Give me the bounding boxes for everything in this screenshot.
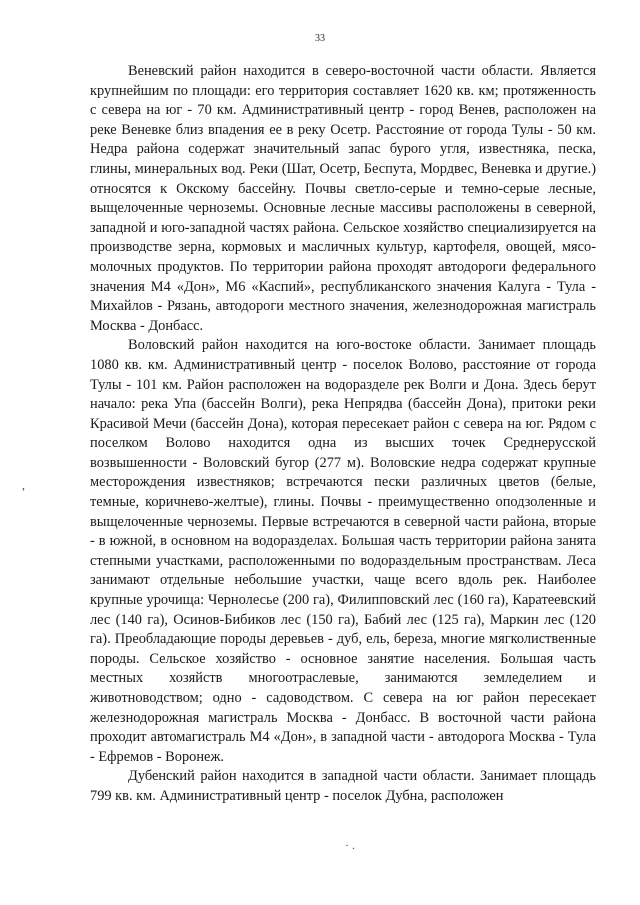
paragraph-volovo-district: Воловский район находится на юго-востоке области. Занимает площадь 1080 кв. км. Административный центр - поселок Волово, расстояние от города Тулы - 101 км. Район расположен на водоразделе рек Волги и Дона. Здесь берут начало: река Упа (бассейн Волги), река Непрядва (бассейн Дона), притоки реки Красивой Мечи (бассейн Дона), которая пересекает район с севера на юг. Рядом с поселком Волово находится одна из высших точек Среднерусской возвышенности - Воловский бугор (277 м). Воловские недра содержат крупные месторождения известняков; встречаются пески различных цветов (белые, темные, коричнево-желтые), глины. Почвы - преимущественно оподзоленные и выщелоченные черноземы. Первые встречаются в северной части района, вторые - в южной, в основном на водоразделах. Большая часть территории района занята степными участками, расположенными по водораздельным пространствам. Леса занимают отдельные небольшие участки, чаще всего вдоль рек. Наиболее крупные урочища: Чернолесье (200 га), Филипповский лес (160 га), Каратеевский лес (140 га), Осинов-Бибиков лес (150 га), Бабий лес (125 га), Маркин лес (120 га). Преобладающие породы деревьев - дуб, ель, береза, многие мягколиственные породы. Сельское хозяйство - основное занятие населения. Большая часть местных хозяйств многоотраслевые, занимаются земледелием и животноводством; одно - садоводством. С севера на юг район пересекает железнодорожная магистраль Москва - Донбасс. В восточной части района проходит автомагистраль М4 «Дон», в западной части - автодорога Москва - Тула - Ефремов - Воронеж. [90, 337, 596, 765]
scan-speck-mark: , [22, 478, 25, 492]
scan-speck-mark: · . [345, 838, 355, 852]
paragraph-dubna-district: Дубенский район находится в западной части области. Занимает площадь 799 кв. км. Административный центр - поселок Дубна, расположен [90, 768, 596, 804]
body-text [90, 62, 596, 807]
page-number: 33 [315, 33, 325, 44]
paragraph-venev-district: Веневский район находится в северо-восточной части области. Является крупнейшим по площади: его территория составляет 1620 кв. км; протяженность с севера на юг - 70 км. Административный центр - город Венев, расположен на реке Веневке близ впадения ее в реку Осетр. Расстояние от города Тулы - 50 км. Недра района содержат значительный запас бурого угля, известняка, песка, глины, минеральных вод. Реки (Шат, Осетр, Беспута, Мордвес, Веневка и другие.) относятся к Окскому бассейну. Почвы светло-серые и темно-серые лесные, выщелоченные черноземы. Основные лесные массивы расположены в северной, западной и юго-западной частях района. Сельское хозяйство специализируется на производстве зерна, кормовых и масличных культур, картофеля, овощей, мясо-молочных продуктов. По территории района проходят автодороги федерального значения М4 «Дон», М6 «Каспий», республиканского значения Калуга - Тула - Михайлов - Рязань, автодороги местного значения, железнодорожная магистраль Москва - Донбасс. [90, 63, 596, 334]
